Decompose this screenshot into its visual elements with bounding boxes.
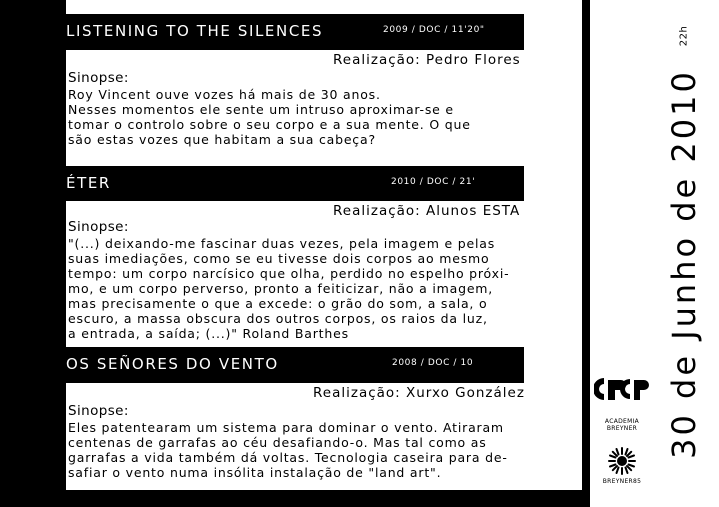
director-credit: Realização: Alunos ESTA — [333, 203, 521, 219]
synopsis-line: tomar o controlo sobre o seu corpo e a sua mente. O que — [68, 117, 471, 132]
screening-date: 30 de Junho de 2010 — [665, 69, 703, 459]
film-meta: 2009 / DOC / 11'20" — [383, 25, 485, 35]
divider-strip — [582, 0, 590, 507]
film-title: OS SEÑORES DO VENTO — [66, 355, 279, 373]
director-credit: Realização: Xurxo González — [313, 385, 525, 401]
film-meta: 2010 / DOC / 21' — [391, 177, 476, 187]
synopsis-line: suas imediações, como se eu tivesse dois corpos ao mesmo — [68, 251, 490, 266]
synopsis-line: tempo: um corpo narcísico que olha, perdido no espelho próxi- — [68, 266, 510, 281]
synopsis-line: Roy Vincent ouve vozes há mais de 30 anos. — [68, 87, 381, 102]
film-title: ÉTER — [66, 174, 111, 192]
film-title: LISTENING TO THE SILENCES — [66, 22, 324, 40]
academia-breyner-text: ACADEMIA BREYNER — [604, 418, 640, 432]
synopsis-line: escuro, a massa obscura dos outros corpos, os raios da luz, — [68, 311, 488, 326]
director-credit: Realização: Pedro Flores — [333, 52, 521, 68]
film-title-bar — [66, 14, 524, 50]
screening-time: 22h — [678, 25, 690, 47]
synopsis-line: mo, e um corpo perverso, pronto a feiticizar, não a imagem, — [68, 281, 494, 296]
synopsis-line: Nesses momentos ele sente um intruso aproximar-se e — [68, 102, 454, 117]
synopsis-label: Sinopse: — [68, 403, 129, 419]
synopsis-line: mas precisamente o que a excede: o grão do som, a sala, o — [68, 296, 488, 311]
synopsis-label: Sinopse: — [68, 70, 129, 86]
synopsis-line: safiar o vento numa insólita instalação de "land art". — [68, 465, 442, 480]
left-margin — [0, 0, 66, 507]
film-title-bar — [66, 166, 524, 201]
synopsis-line: a entrada, a saída; (...)" Roland Barthes — [68, 326, 349, 341]
breyner85-logo — [594, 446, 650, 485]
synopsis-label: Sinopse: — [68, 219, 129, 235]
film-title-bar — [66, 347, 524, 383]
synopsis-line: Eles patentearam um sistema para dominar o vento. Atiraram — [68, 420, 504, 435]
breyner85-text: BREYNER85 — [602, 478, 642, 485]
synopsis-line: garrafas a vida também dá voltas. Tecnologia caseira para de- — [68, 450, 508, 465]
synopsis-line: são estas vozes que habitam a sua cabeça? — [68, 132, 376, 147]
film-meta: 2008 / DOC / 10 — [392, 358, 474, 368]
academia-breyner-logo — [594, 418, 650, 432]
sunburst-icon — [607, 446, 637, 476]
cpccp-logo-mark — [594, 374, 650, 404]
synopsis-line: centenas de garrafas ao céu desafiando-o. Mas tal como as — [68, 435, 487, 450]
cpccp-logo — [594, 374, 650, 408]
synopsis-line: "(...) deixando-me fascinar duas vezes, pela imagem e pelas — [68, 236, 496, 251]
